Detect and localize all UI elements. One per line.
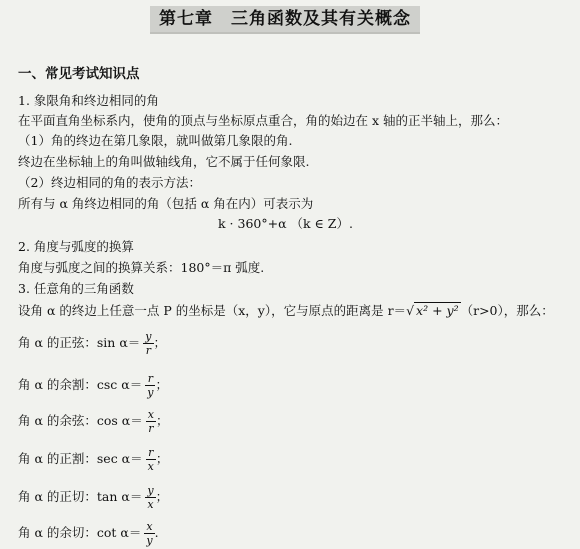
trig-fraction <box>146 446 156 473</box>
trig-label: 角 α 的余割：csc α＝ <box>18 377 143 392</box>
paragraph-line <box>18 302 554 320</box>
sqrt-sign: √ <box>406 303 415 318</box>
trig-definition <box>18 484 168 511</box>
trig-definition <box>18 446 168 473</box>
trig-label: 角 α 的余切：cot α＝ <box>18 525 142 540</box>
fraction-denominator: x <box>147 460 154 473</box>
formula-coterminal: k · 360°+α （k ∈ Z）. <box>218 216 353 231</box>
trig-fraction <box>145 372 155 399</box>
section-title: 一、常见考试知识点 <box>18 66 140 82</box>
fraction-numerator: x <box>147 408 154 421</box>
paragraph-line: （1）角的终边在第几象限，就叫做第几象限的角. <box>18 133 293 148</box>
trig-label: 角 α 的正割：sec α＝ <box>18 451 143 466</box>
line-end-punctuation: . <box>154 525 159 540</box>
fraction-denominator: y <box>147 386 154 399</box>
fraction-denominator: x <box>147 498 154 511</box>
line-end-punctuation: ； <box>155 451 169 466</box>
trig-fraction <box>145 484 155 511</box>
line-end-punctuation: ； <box>155 413 169 428</box>
fraction-denominator: r <box>148 422 154 435</box>
trig-definition <box>18 330 166 357</box>
fraction-numerator: x <box>146 520 153 533</box>
distance-text: 设角 α 的终边上任意一点 P 的坐标是（x，y），它与原点的距离是 r＝ <box>18 303 407 318</box>
trig-label: 角 α 的余弦：cos α＝ <box>18 413 143 428</box>
heading-trig-functions: 3. 任意角的三角函数 <box>18 281 134 296</box>
paragraph-line: 所有与 α 角终边相同的角（包括 α 角在内）可表示为 <box>18 196 314 211</box>
trig-definition <box>18 408 168 435</box>
sqrt-expression: x² + y² <box>416 303 459 318</box>
trig-definition <box>18 520 159 547</box>
chapter-title: 第七章 三角函数及其有关概念 <box>150 6 420 34</box>
fraction-denominator: y <box>146 534 153 547</box>
fraction-numerator: y <box>145 330 152 343</box>
trig-fraction <box>143 330 153 357</box>
paragraph-line: 角度与弧度之间的换算关系：180°＝π 弧度. <box>18 260 265 275</box>
line-end-punctuation: ； <box>155 489 169 504</box>
trig-fraction <box>146 408 156 435</box>
fraction-numerator: y <box>147 484 154 497</box>
heading-degree-radian: 2. 角度与弧度的换算 <box>18 239 134 254</box>
line-end-punctuation: ； <box>155 377 168 392</box>
trig-fraction <box>144 520 154 547</box>
distance-tail: （r>0），那么： <box>460 303 554 318</box>
trig-label: 角 α 的正切：tan α＝ <box>18 489 143 504</box>
paragraph-line: 在平面直角坐标系内，使角的顶点与坐标原点重合，角的始边在 x 轴的正半轴上，那么： <box>18 113 508 128</box>
paragraph-line: 终边在坐标轴上的角叫做轴线角，它不属于任何象限. <box>18 154 310 169</box>
line-end-punctuation: ； <box>153 335 167 350</box>
trig-label: 角 α 的正弦：sin α＝ <box>18 335 141 350</box>
fraction-denominator: r <box>145 344 152 357</box>
heading-quadrant-angles: 1. 象限角和终边相同的角 <box>18 93 159 108</box>
paragraph-line: （2）终边相同的角的表示方法： <box>18 175 201 190</box>
trig-definition <box>18 372 168 399</box>
fraction-numerator: r <box>145 372 155 386</box>
fraction-numerator: r <box>146 446 156 460</box>
